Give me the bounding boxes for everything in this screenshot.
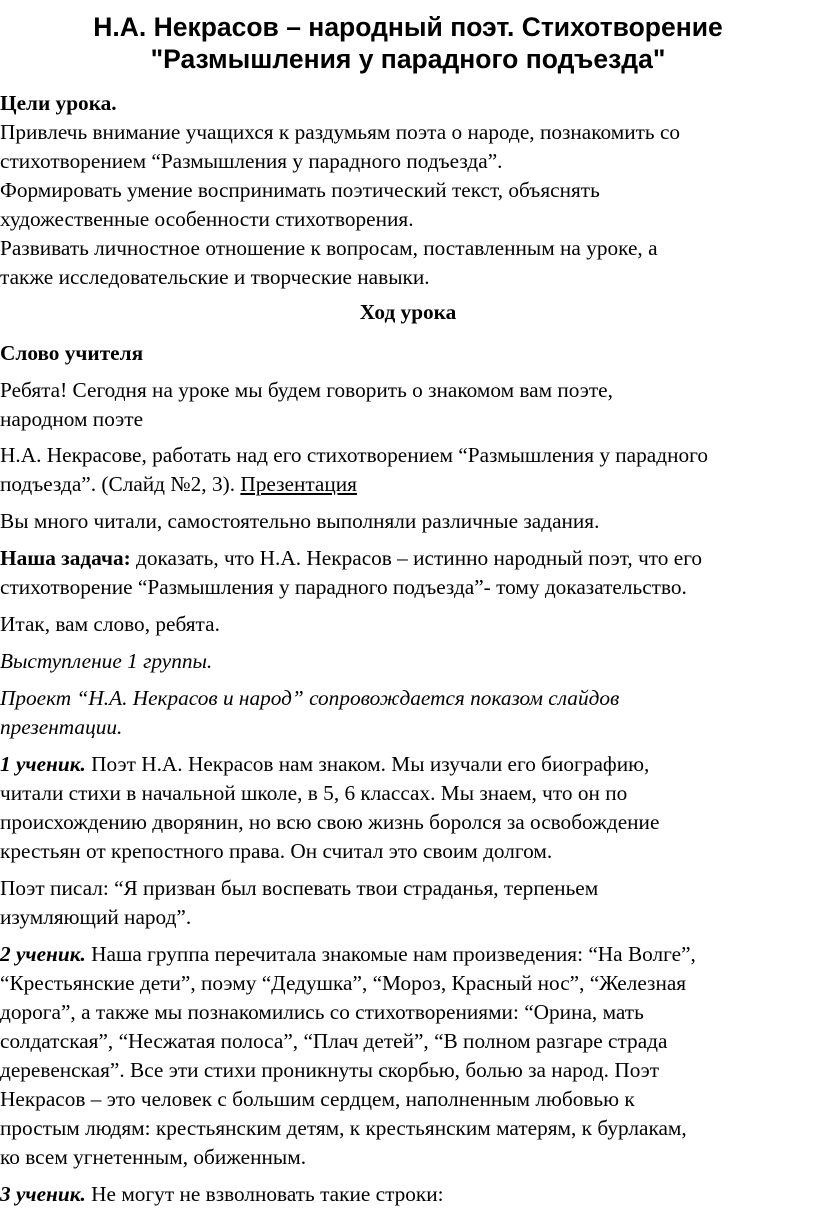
goals-line: стихотворением “Размышления у парадного подъезда”. bbox=[0, 149, 503, 173]
student2-line: “Крестьянские дети”, поэму “Дедушка”, “Мороз, Красный нос”, “Железная bbox=[0, 971, 687, 995]
lesson-heading: Ход урока bbox=[359, 300, 457, 324]
title-line-1: Н.А. Некрасов – народный поэт. Стихотворение bbox=[93, 12, 723, 42]
goals-line: художественные особенности стихотворения. bbox=[0, 207, 414, 231]
slide-reference: подъезда”. (Слайд №2, 3). bbox=[0, 472, 241, 496]
student1-text: Поэт Н.А. Некрасов нам знаком. Мы изучали его биографию, bbox=[85, 752, 650, 776]
student2-line: ко всем угнетенным, обиженным. bbox=[0, 1145, 307, 1169]
student3-label: 3 ученик. bbox=[0, 1182, 86, 1206]
student2-line: Некрасов – это человек с большим сердцем, наполненным любовью к bbox=[0, 1087, 635, 1111]
student1-line: происхождению дворянин, но всю свою жизнь боролся за освобождение bbox=[0, 810, 660, 834]
student2-line: солдатская”, “Несжатая полоса”, “Плач детей”, “В полном разгаре страда bbox=[0, 1029, 668, 1053]
project-line: презентации. bbox=[0, 715, 123, 739]
goals-line: также исследовательские и творческие навыки. bbox=[0, 265, 430, 289]
student2-line: простым людям: крестьянским детям, к крестьянским матерям, к бурлакам, bbox=[0, 1116, 687, 1140]
task-text: доказать, что Н.А. Некрасов – истинно народный поэт, что его bbox=[130, 546, 703, 570]
quote-line: Поэт писал: “Я призван был воспевать твои страданья, терпеньем bbox=[0, 876, 599, 900]
paragraph-line: Вы много читали, самостоятельно выполняли различные задания. bbox=[0, 509, 600, 533]
student3-line bbox=[0, 1180, 444, 1209]
task-label: Наша задача: bbox=[0, 546, 131, 570]
paragraph-line bbox=[0, 470, 357, 499]
paragraph-line: Итак, вам слово, ребята. bbox=[0, 612, 220, 636]
student1-line: крестьян от крепостного права. Он считал это своим долгом. bbox=[0, 839, 553, 863]
paragraph-line: Н.А. Некрасове, работать над его стихотворением “Размышления у парадного bbox=[0, 443, 708, 467]
teacher-heading: Слово учителя bbox=[0, 341, 144, 365]
group-speech: Выступление 1 группы. bbox=[0, 649, 213, 673]
presentation-link[interactable]: Презентация bbox=[240, 472, 357, 496]
student2-line: деревенская”. Все эти стихи проникнуты скорбью, болью за народ. Поэт bbox=[0, 1058, 660, 1082]
quote-line: изумляющий народ”. bbox=[0, 905, 192, 929]
student2-label: 2 ученик. bbox=[0, 942, 86, 966]
task-line bbox=[0, 544, 702, 573]
goals-heading: Цели урока. bbox=[0, 91, 117, 115]
student1-line bbox=[0, 750, 649, 779]
student2-line bbox=[0, 940, 696, 969]
title-line-2: "Размышления у парадного подъезда" bbox=[150, 44, 666, 74]
goals-line: Развивать личностное отношение к вопросам, поставленным на уроке, а bbox=[0, 236, 658, 260]
goals-line: Формировать умение воспринимать поэтический текст, объяснять bbox=[0, 178, 600, 202]
student3-text: Не могут не взволновать такие строки: bbox=[85, 1182, 444, 1206]
student1-label: 1 ученик. bbox=[0, 752, 86, 776]
student2-text: Наша группа перечитала знакомые нам произведения: “На Волге”, bbox=[85, 942, 696, 966]
document-title bbox=[0, 11, 816, 75]
paragraph-line: Ребята! Сегодня на уроке мы будем говорить о знакомом вам поэте, bbox=[0, 378, 613, 402]
project-line: Проект “Н.А. Некрасов и народ” сопровождается показом слайдов bbox=[0, 686, 620, 710]
task-line: стихотворение “Размышления у парадного подъезда”- тому доказательство. bbox=[0, 575, 687, 599]
student2-line: дорога”, а также мы познакомились со стихотворениями: “Орина, мать bbox=[0, 1000, 644, 1024]
paragraph-line: народном поэте bbox=[0, 407, 144, 431]
student1-line: читали стихи в начальной школе, в 5, 6 классах. Мы знаем, что он по bbox=[0, 781, 628, 805]
goals-line: Привлечь внимание учащихся к раздумьям поэта о народе, познакомить со bbox=[0, 120, 681, 144]
